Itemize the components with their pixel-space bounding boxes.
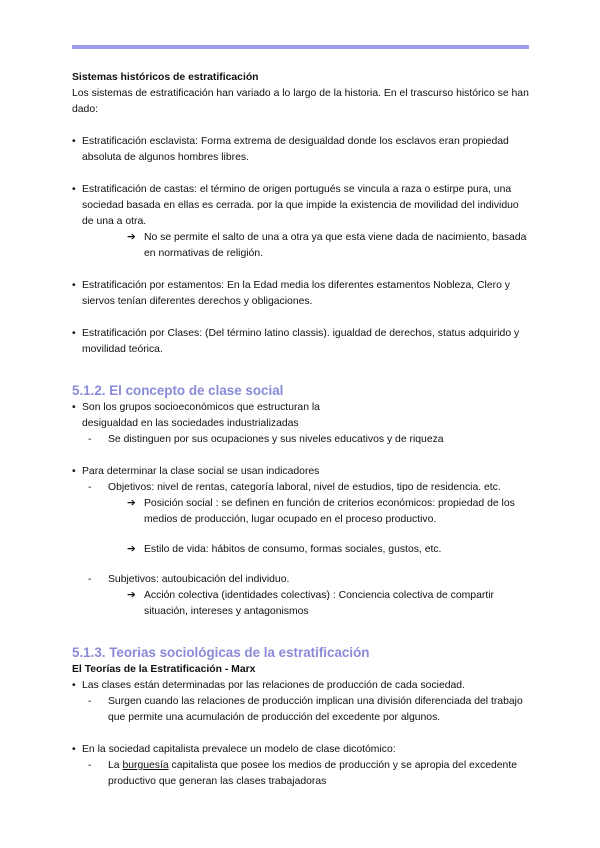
list-item [72, 182, 530, 230]
item-text: Son los grupos socioeconómicos que estructuran la desigualdad en las sociedades industrializadas [82, 402, 320, 429]
item-text: Estilo de vida: hábitos de consumo, formas sociales, gustos, etc. [144, 544, 442, 555]
underlined-term: burguesía [122, 760, 169, 771]
item-text: Posición social : se definen en función de criterios económicos: propiedad de los medios de producción, lugar ocupado en el proceso productivo. [144, 498, 515, 525]
text-pre: La [108, 760, 123, 771]
item-text: No se permite el salto de una a otra ya que esta viene dada de nacimiento, basada en normativas de religión. [144, 232, 527, 259]
list-item [72, 464, 530, 480]
document-body [72, 70, 530, 790]
item-text: Las clases están determinadas por las relaciones de producción de cada sociedad. [82, 680, 465, 691]
arrow-icon: ➔ [127, 232, 136, 243]
subtitle-marx: El Teorías de la Estratificación - Marx [72, 664, 256, 675]
item-text: Estratificación por estamentos: En la Edad media los diferentes estamentos Nobleza, Clero y siervos tenían diferentes derechos y obligaciones. [82, 280, 510, 307]
item-text: Acción colectiva (identidades colectivas) : Conciencia colectiva de compartir situación, intereses y antagonismos [144, 590, 494, 617]
bullet-glyph: • [72, 680, 76, 691]
item-text: Estratificación esclavista: Forma extrema de desigualdad donde los esclavos eran propiedad absoluta de algunos hombres libres. [82, 136, 509, 163]
item-text [108, 758, 530, 790]
item-text: Estratificación por Clases: (Del término latino classis). igualdad de derechos, status adquirido y movilidad teórica. [82, 328, 520, 355]
intro-paragraph: Los sistemas de estratificación han variado a lo largo de la historia. En el trascurso histórico se han dado: [72, 88, 529, 115]
bullet-glyph: • [72, 744, 76, 755]
list-item [72, 326, 530, 358]
dash-glyph: - [88, 760, 92, 771]
dash-item [72, 432, 530, 448]
arrow-icon: ➔ [127, 590, 136, 601]
arrow-icon: ➔ [127, 498, 136, 509]
dash-glyph: - [88, 696, 92, 707]
list-item [72, 400, 530, 432]
dash-item [72, 694, 530, 726]
dash-item [72, 480, 530, 496]
section-title-historicos: Sistemas históricos de estratificación [72, 72, 259, 83]
dash-item [72, 758, 530, 790]
dash-glyph: - [88, 482, 92, 493]
sub-arrow-item [72, 588, 530, 620]
arrow-icon: ➔ [127, 544, 136, 555]
item-text: Subjetivos: autoubicación del individuo. [108, 574, 290, 585]
item-text: En la sociedad capitalista prevalece un modelo de clase dicotómico: [82, 744, 396, 755]
bullet-glyph: • [72, 184, 76, 195]
bullet-glyph: • [72, 328, 76, 339]
list-item [72, 134, 530, 166]
text-post: capitalista que posee los medios de producción y se apropia del excedente productivo que generan las clases trabajadoras [108, 760, 517, 787]
item-text: Se distinguen por sus ocupaciones y sus niveles educativos y de riqueza [108, 434, 444, 445]
dash-glyph: - [88, 574, 92, 585]
bullet-glyph: • [72, 136, 76, 147]
list-item [72, 278, 530, 310]
bullet-glyph: • [72, 280, 76, 291]
bullet-glyph: • [72, 466, 76, 477]
sub-arrow-item [72, 496, 530, 528]
sub-arrow-item [72, 230, 530, 262]
sub-arrow-item [72, 542, 530, 558]
dash-item [72, 572, 530, 588]
item-text: Estratificación de castas: el término de origen portugués se vincula a raza o estirpe pura, una sociedad basada en ellas es cerrada. por la que impide la existencia de movilidad del individuo de una a otra. [82, 184, 519, 227]
item-text: Para determinar la clase social se usan indicadores [82, 466, 320, 477]
list-item [72, 742, 530, 758]
list-item [72, 678, 530, 694]
dash-glyph: - [88, 434, 92, 445]
bullet-glyph: • [72, 402, 76, 413]
heading-clase-social: 5.1.2. El concepto de clase social [72, 383, 284, 398]
item-text: Surgen cuando las relaciones de producción implican una división diferenciada del trabajo que permite una acumulación de producción del excedente por algunos. [108, 696, 523, 723]
heading-teorias: 5.1.3. Teorias sociológicas de la estratificación [72, 645, 370, 660]
item-text: Objetivos: nivel de rentas, categoría laboral, nivel de estudios, tipo de residencia. etc. [108, 482, 501, 493]
header-rule [72, 45, 529, 49]
